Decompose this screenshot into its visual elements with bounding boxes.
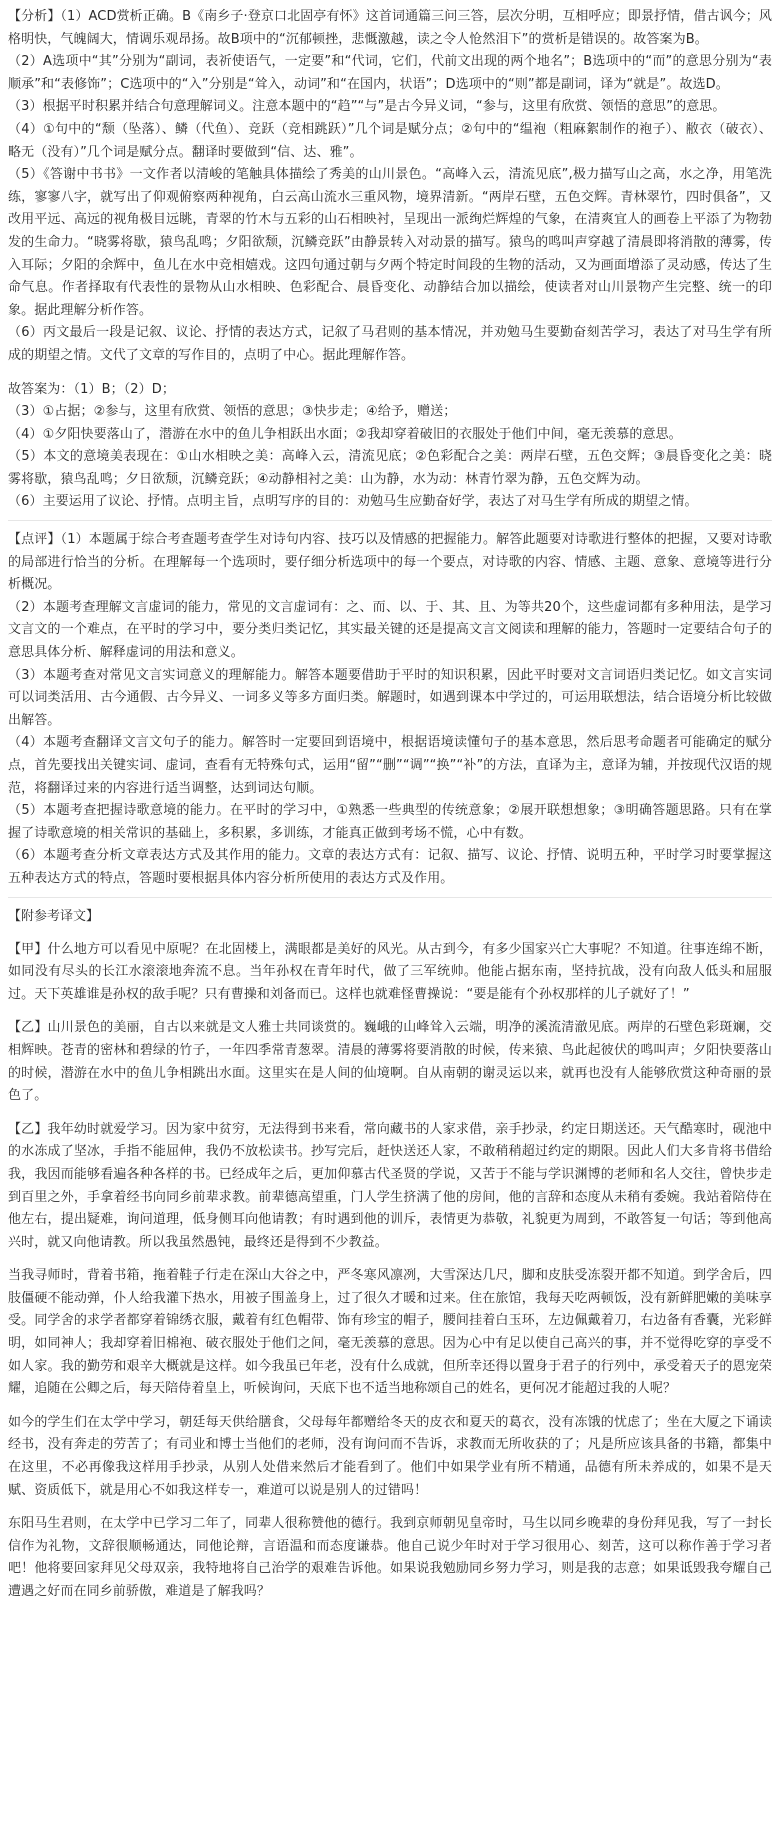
section-divider [8,520,772,521]
comment-paragraph-1: 【点评】（1）本题属于综合考查题考查学生对诗句内容、技巧以及情感的把握能力。解答此题要对诗歌进行整体的把握，又要对诗歌的局部进行恰当的分析。在理解每一个选项时，要仔细分析选项中的每一个要点，对诗歌的内容、情感、主题、意象、意境等进行分析概况。 [8,532,772,593]
answer-paragraph-3: （4）①夕阳快要落山了，潜游在水中的鱼儿争相跃出水面；②我却穿着破旧的衣服处于他们中间，毫无羡慕的意思。 [8,426,682,442]
translation-bing-paragraph-3: 如今的学生们在太学中学习，朝廷每天供给膳食，父母每年都赠给冬天的皮衣和夏天的葛衣，没有冻饿的忧虑了；坐在大厦之下诵读经书，没有奔走的劳苦了；有司业和博士当他们的老师，没有询问而不告诉，求教而无所收获的了；凡是所应该具备的书籍，都集中在这里，不必再像我这样用手抄录，从别人处借来然后才能看到了。他们中如果学业有所不精通，品德有所未养成的，如果不是天赋、资质低下，就是用心不如我这样专一，难道可以说是别人的过错吗！ [8,1414,772,1498]
section-divider [8,897,772,898]
translation-jia: 【甲】什么地方可以看见中原呢？在北固楼上，满眼都是美好的风光。从古到今，有多少国家兴亡大事呢？不知道。往事连绵不断，如同没有尽头的长江水滚滚地奔流不息。当年孙权在青年时代，做了三军统帅。他能占据东南，坚持抗战，没有向敌人低头和屈服过。天下英雄谁是孙权的敌手呢？只有曹操和刘备而已。这样也就难怪曹操说：“要是能有个孙权那样的儿子就好了！” [8,941,772,1002]
comment-paragraph-2: （2）本题考查理解文言虚词的能力，常见的文言虚词有：之、而、以、于、其、且、为等共20个，这些虚词都有多种用法，是学习文言文的一个难点，在平时的学习中，要分类归类记忆，其实最关键的还是提高文言文阅读和理解的能力，答题时一定要结合句子的意思具体分析、解释虚词的用法和意义。 [8,599,772,661]
analysis-paragraph-5: （5）《答谢中书书》一文作者以清峻的笔触具体描绘了秀美的山川景色。“高峰入云，清流见底”,极力描写山之高，水之净，用笔洗练，寥寥八字，就写出了仰观俯察两种视角，白云高山流水三重风物，境界清新。“两岸石壁，五色交辉。青林翠竹，四时俱备”，又改用平远、高远的视角极目远眺，青翠的竹木与五彩的山石相映衬，呈现出一派绚烂辉煌的气象，在清爽宜人的画卷上平添了为物勃发的生命力。“晓雾将歇，猿鸟乱鸣；夕阳欲颓，沉鳞竞跃”由静景转入对动景的描写。猿鸟的鸣叫声穿越了清晨即将消散的薄雾，传入耳际；夕阳的余辉中，鱼儿在水中竞相嬉戏。这四句通过朝与夕两个特定时间段的生物的活动，又为画面增添了灵动感，传达了生命气息。作者择取有代表性的景物从山水相映、色彩配合、晨昏变化、动静结合加以描绘，使读者对山川景物产生完整、统一的印象。据此理解分析作答。 [8,167,772,318]
answer-paragraph-1: 故答案为：（1）B；（2）D； [8,381,175,397]
comment-paragraph-3: （3）本题考查对常见文言实词意义的理解能力。解答本题要借助于平时的知识积累，因此平时要对文言词语归类记忆。如文言实词可以词类活用、古今通假、古今异义、一词多义等多方面归类。解题时，如遇到课本中学过的，可运用联想法，结合语境分析比较做出解答。 [8,667,772,728]
translation-section [8,906,772,1604]
analysis-paragraph-3: （3）根据平时积累并结合句意理解词义。注意本题中的“趋”“与”是古今异义词，“参与，这里有欣赏、领悟的意思”的意思。 [8,99,726,115]
comment-paragraph-5: （5）本题考查把握诗歌意境的能力。在平时的学习中，①熟悉一些典型的传统意象；②展开联想想象；③明确答题思路。只有在掌握了诗歌意境的相关常识的基础上，多积累，多训练，才能真正做到考场不慌，心中有数。 [8,803,772,841]
answer-paragraph-5: （6）主要运用了议论、抒情。点明主旨，点明写序的目的：劝勉马生应勤奋好学，表达了对马生学有所成的期望之情。 [8,494,698,510]
translation-bing-paragraph-2: 当我寻师时，背着书箱，拖着鞋子行走在深山大谷之中，严冬寒风凛冽，大雪深达几尺，脚和皮肤受冻裂开都不知道。到学舍后，四肢僵硬不能动弹，仆人给我灌下热水，用被子围盖身上，过了很久才暖和过来。住在旅馆，我每天吃两顿饭，没有新鲜肥嫩的美味享受。同学舍的求学者都穿着锦绣衣服，戴着有红色帽带、饰有珍宝的帽子，腰间挂着白玉环，左边佩戴着刀，右边备有香囊，光彩鲜明，如同神人；我却穿着旧棉袍、破衣服处于他们之间，毫无羡慕的意思。因为心中有足以使自己高兴的事，并不觉得吃穿的享受不如人家。我的勤劳和艰辛大概就是这样。如今我虽已年老，没有什么成就，但所幸还得以置身于君子的行列中，承受着天子的恩宠荣耀，追随在公卿之后，每天陪侍着皇上，听候询问，天底下也不适当地称颂自己的姓名，更何况才能超过我的人呢？ [8,1268,772,1397]
analysis-section [8,6,772,368]
answer-paragraph-2: （3）①占据；②参与，这里有欣赏、领悟的意思；③快步走；④给予，赠送； [8,404,457,420]
comment-section [8,529,772,891]
comment-paragraph-6: （6）本题考查分析文章表达方式及其作用的能力。文章的表达方式有：记叙、描写、议论、抒情、说明五种，平时学习时要掌握这五种表达方式的特点，答题时要根据具体内容分析所使用的表达方式及作用。 [8,848,772,886]
analysis-paragraph-2: （2）A选项中“其”分别为“副词，表祈使语气，一定要”和“代词，它们，代前文出现的两个地名”；B选项中的“而”的意思分别为“表顺承”和“表修饰”；C选项中的“入”分别是“耸入，动词”和“在国内，状语”；D选项中的“则”都是副词，译为“就是”。故选D。 [8,54,772,92]
translation-bing-paragraph-4: 东阳马生君则，在太学中已学习二年了，同辈人很称赞他的德行。我到京师朝见皇帝时，马生以同乡晚辈的身份拜见我，写了一封长信作为礼物，文辞很顺畅通达，同他论辩，言语温和而态度谦恭。他自己说少年时对于学习很用心、刻苦，这可以称作善于学习者吧！他将要回家拜见父母双亲，我特地将自己治学的艰难告诉他。如果说我勉励同乡努力学习，则是我的志意；如果诋毁我夸耀自己遭遇之好而在同乡前骄傲，难道是了解我吗？ [8,1516,772,1599]
translation-yi: 【乙】山川景色的美丽，自古以来就是文人雅士共同谈赏的。巍峨的山峰耸入云端，明净的溪流清澈见底。两岸的石壁色彩斑斓，交相辉映。苍青的密林和碧绿的竹子，一年四季常青葱翠。清晨的薄雾将要消散的时候，传来猿、鸟此起彼伏的鸣叫声；夕阳快要落山的时候，潜游在水中的鱼儿争相跳出水面。这里实在是人间的仙境啊。自从南朝的谢灵运以来，就再也没有人能够欣赏这种奇丽的景色了。 [8,1020,772,1104]
analysis-paragraph-1: 【分析】（1）ACD赏析正确。B《南乡子·登京口北固亭有怀》这首词通篇三问三答，层次分明，互相呼应；即景抒情，借古讽今；风格明快，气魄阔大，情调乐观昂扬。故B项中的“沉郁顿挫，悲慨激越，读之令人怆然泪下”的赏析是错误的。故答案为B。 [8,9,772,47]
translation-bing-paragraph-1: 【乙】我年幼时就爱学习。因为家中贫穷，无法得到书来看，常向藏书的人家求借，亲手抄录，约定日期送还。天气酷寒时，砚池中的水冻成了坚冰，手指不能屈伸，我仍不放松读书。抄写完后，赶快送还人家，不敢稍稍超过约定的期限。因此人们大多肯将书借给我，我因而能够看遍各种各样的书。已经成年之后，更加仰慕古代圣贤的学说，又苦于不能与学识渊博的老师和名人交往，曾快步走到百里之外，手拿着经书向同乡前辈求教。前辈德高望重，门人学生挤满了他的房间，他的言辞和态度从未稍有委婉。我站着陪侍在他左右，提出疑难，询问道理，低身侧耳向他请教；有时遇到他的训斥，表情更为恭敬，礼貌更为周到，不敢答复一句话；等到他高兴时，就又向他请教。所以我虽然愚钝，最终还是得到不少教益。 [8,1121,772,1250]
analysis-paragraph-4: （4）①句中的“颓（坠落）、鳞（代鱼）、竞跃（竞相跳跃）”几个词是赋分点；②句中的“缊袍（粗麻絮制作的袍子）、敝衣（破衣）、略无（没有）”几个词是赋分点。翻译时要做到“信、达、雅”。 [8,121,772,160]
translation-heading: 【附参考译文】 [8,908,100,924]
analysis-paragraph-6: （6）丙文最后一段是记叙、议论、抒情的表达方式，记叙了马君则的基本情况，并劝勉马生要勤奋刻苦学习，表达了对马生学有所成的期望之情。文代了文章的写作目的，点明了中心。据此理解作答。 [8,325,772,363]
comment-paragraph-4: （4）本题考查翻译文言文句子的能力。解答时一定要回到语境中，根据语境读懂句子的基本意思，然后思考命题者可能确定的赋分点，首先要找出关键实词、虚词，查看有无特殊句式，运用“留”“删”“调”“换”“补”的方法，直译为主，意译为辅，并按现代汉语的规范，将翻译过来的内容进行适当调整，达到词达句顺。 [8,735,772,796]
answer-paragraph-4: （5）本文的意境美表现在：①山水相映之美：高峰入云，清流见底；②色彩配合之美：两岸石壁，五色交辉；③晨昏变化之美：晓雾将歇，猿鸟乱鸣；夕日欲颓，沉鳞竞跃；④动静相衬之美：山为静，水为动：林青竹翠为静，五色交辉为动。 [8,449,772,487]
answer-section [8,379,772,515]
